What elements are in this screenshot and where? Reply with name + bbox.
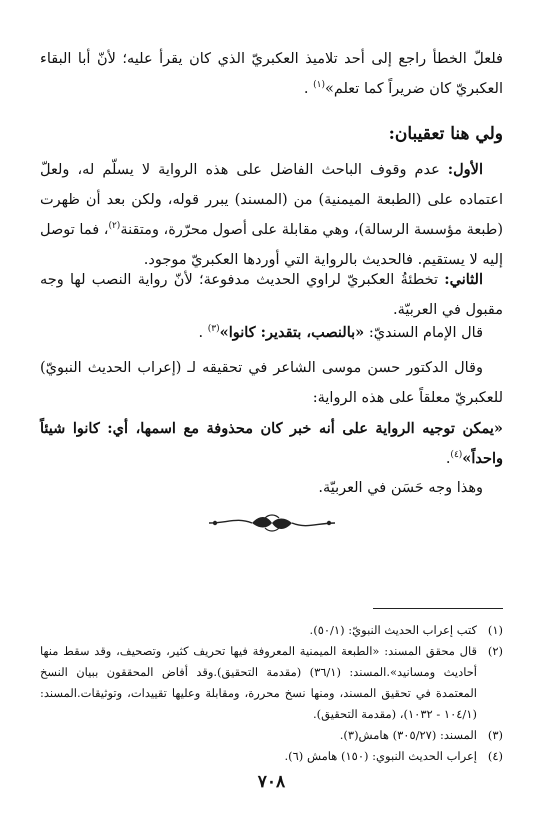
- floral-divider-icon: [207, 512, 337, 534]
- sindi-end: .: [198, 325, 208, 341]
- first-comment-label: الأول:: [447, 161, 483, 178]
- footnote-number: (٣): [487, 728, 503, 742]
- footnote-1: [40, 620, 503, 641]
- footnote-4: [40, 746, 503, 767]
- first-comment-text-cont: ، فما توصل إليه لا يستقيم. فالحديث بالرواية التي أوردها العكبريّ موجود.: [39, 222, 503, 268]
- doctor-paragraph: وقال الدكتور حسن موسى الشاعر في تحقيقه لـ (إعراب الحديث النبويّ) للعكبريّ معلقاً على هذه الرواية:: [40, 360, 503, 406]
- footnote-number: (٤): [487, 749, 503, 763]
- sindi-text: قال الإمام السنديّ:: [364, 325, 483, 341]
- second-comment-label: الثاني:: [444, 271, 483, 288]
- footnote-text: المسند: (٣٠٥/٢٧) هامش(٣).: [339, 728, 477, 742]
- book-page: [40, 0, 503, 826]
- intro-paragraph: [40, 44, 503, 104]
- footnote-number: (١): [487, 623, 503, 637]
- page-number: ٧٠٨: [257, 772, 286, 792]
- footnote-number: (٢): [487, 644, 503, 658]
- second-comment-text: تخطئةُ العكبريّ لراوي الحديث مدفوعة؛ لأنّ رواية النصب لها وجه مقبول في العربيّة.: [40, 272, 503, 318]
- quote-text: «يمكن توجيه الرواية على أنه خبر كان محذوفة مع اسمها، أي: كانوا شيئاً واحداً»: [40, 420, 503, 467]
- footnotes: [40, 620, 503, 767]
- footnote-ref-1[interactable]: (١): [313, 80, 325, 91]
- footnote-text: إعراب الحديث النبوي: (١٥٠) هامش (٦).: [284, 749, 477, 763]
- footnote-text: قال محقق المسند: «الطبعة الميمنية المعروفة فيها تحريف كثير، وتصحيف، وقد سقط منها أحاديث ومسانيد».المسند: (٣٦/١) (مقدمة التحقيق).وقد أفاض المحققون ببيان النسخ المعتمدة في تحقيق المسند، ومنها نسخ محررة، ومقابلة وعليها تقييدات، وتوثيقات.المسند: (١٠٤/١ - ١٠٣٢)، (مقدمة التحقيق).: [40, 644, 477, 721]
- footnote-3: [40, 725, 503, 746]
- closing-paragraph: وهذا وجه حَسَن في العربيّة.: [318, 480, 483, 496]
- footnote-2: [40, 641, 503, 725]
- footnote-divider: [373, 608, 503, 609]
- intro-end: .: [303, 81, 314, 97]
- intro-text: فلعلّ الخطأ راجع إلى أحد تلاميذ العكبريّ الذي كان يقرأ عليه؛ لأنّ أبا البقاء العكبريّ كان ضريراً كما تعلم»: [40, 51, 503, 97]
- footnote-ref-3[interactable]: (٣): [207, 324, 220, 335]
- quote-paragraph: [40, 414, 503, 474]
- sindi-quote: «بالنصب، بتقدير: كانوا»: [219, 324, 365, 341]
- first-comment-text: عدم وقوف الباحث الفاضل على هذه الرواية لا يسلّم له، ولعلّ اعتماده على (الطبعة الميمنية) من (المسند) يبرر قوله، ولكن بعد أن ظهرت (طبعة مؤسسة الرسالة)، وهي مقابلة على أصول محرّرة، ومتقنة: [40, 162, 503, 238]
- sindi-paragraph: [40, 318, 503, 348]
- section-heading: ولي هنا تعقيبان:: [388, 124, 503, 144]
- footnote-text: كتب إعراب الحديث النبويّ: (٥٠/١).: [309, 623, 477, 637]
- first-comment-paragraph: [40, 155, 503, 275]
- footnote-ref-4[interactable]: (٤): [450, 450, 463, 461]
- quote-end: .: [445, 451, 451, 467]
- second-comment-paragraph: [40, 265, 503, 325]
- footnote-ref-2[interactable]: (٢): [108, 221, 121, 232]
